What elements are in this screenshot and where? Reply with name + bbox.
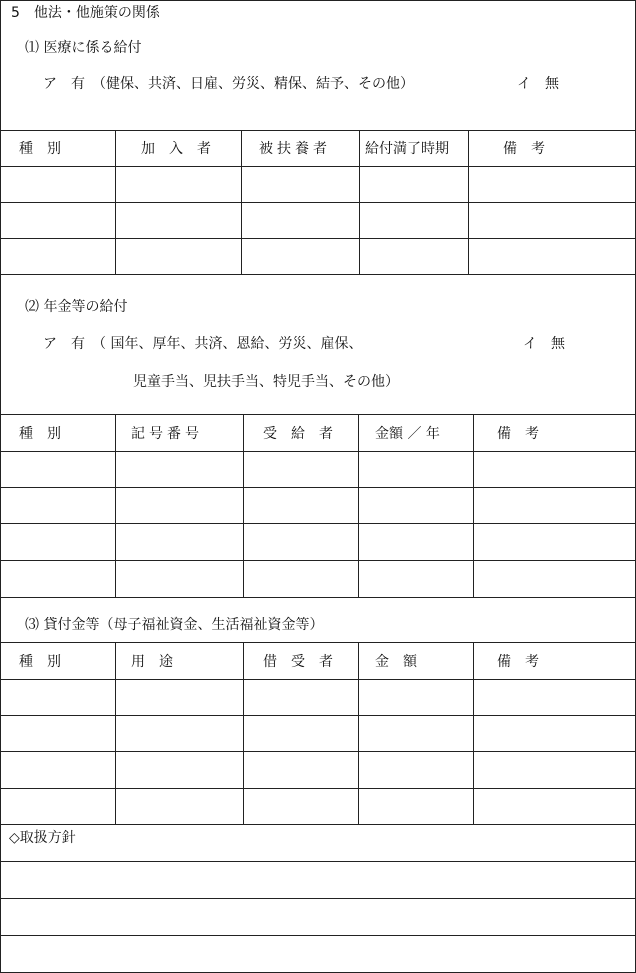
writing-line [1, 935, 635, 936]
column-divider [243, 414, 244, 597]
column-divider [115, 414, 116, 597]
table-rule [1, 238, 635, 239]
header-purpose: 用 途 [131, 654, 173, 670]
table-rule [1, 824, 635, 825]
column-divider [359, 130, 360, 274]
column-divider [115, 642, 116, 824]
table-rule [1, 414, 635, 415]
table-rule [1, 597, 635, 598]
column-divider [473, 642, 474, 824]
table-rule [1, 751, 635, 752]
header-recipient: 受 給 者 [263, 426, 333, 442]
header-code-number: 記号番号 [131, 426, 203, 442]
table-rule [1, 679, 635, 680]
pension-option-a-line1: ア 有 （ 国年、厚年、共済、恩給、労災、雇保、 [43, 336, 363, 352]
column-divider [241, 130, 242, 274]
header-type: 種 別 [19, 426, 61, 442]
table-rule [1, 166, 635, 167]
table-rule [1, 560, 635, 561]
column-divider [358, 642, 359, 824]
column-divider [468, 130, 469, 274]
table-rule [1, 642, 635, 643]
column-divider [243, 642, 244, 824]
writing-line [1, 898, 635, 899]
table-rule [1, 451, 635, 452]
table-rule [1, 487, 635, 488]
table-rule [1, 523, 635, 524]
medical-heading: ⑴ 医療に係る給付 [25, 40, 142, 56]
header-remarks: 備 考 [497, 426, 539, 442]
header-borrower: 借 受 者 [263, 654, 333, 670]
medical-option-b: イ 無 [517, 76, 559, 92]
table-rule [1, 274, 635, 275]
medical-option-a: ア 有 （健保、共済、日雇、労災、精保、結予、その他） [43, 76, 414, 92]
table-rule [1, 715, 635, 716]
header-insured: 加 入 者 [141, 141, 211, 157]
pension-heading: ⑵ 年金等の給付 [25, 299, 128, 315]
header-remarks: 備 考 [503, 141, 545, 157]
writing-line [1, 861, 635, 862]
header-amount: 金 額 [375, 654, 417, 670]
table-rule [1, 130, 635, 131]
header-amount-per-year: 金額 ／ 年 [375, 426, 440, 442]
pension-option-a-line2: 児童手当、児扶手当、特児手当、その他） [133, 374, 399, 390]
header-remarks: 備 考 [497, 654, 539, 670]
table-rule [1, 788, 635, 789]
pension-option-b: イ 無 [523, 336, 565, 352]
header-type: 種 別 [19, 141, 61, 157]
table-rule [1, 202, 635, 203]
policy-heading: ◇取扱方針 [9, 830, 76, 846]
column-divider [115, 130, 116, 274]
header-type: 種 別 [19, 654, 61, 670]
header-benefit-end: 給付満了時期 [365, 141, 449, 157]
loan-heading: ⑶ 貸付金等（母子福祉資金、生活福祉資金等） [25, 617, 324, 633]
header-dependent: 被扶養者 [259, 141, 331, 157]
column-divider [473, 414, 474, 597]
column-divider [358, 414, 359, 597]
section-title: 5 他法・他施策の関係 [11, 5, 160, 21]
